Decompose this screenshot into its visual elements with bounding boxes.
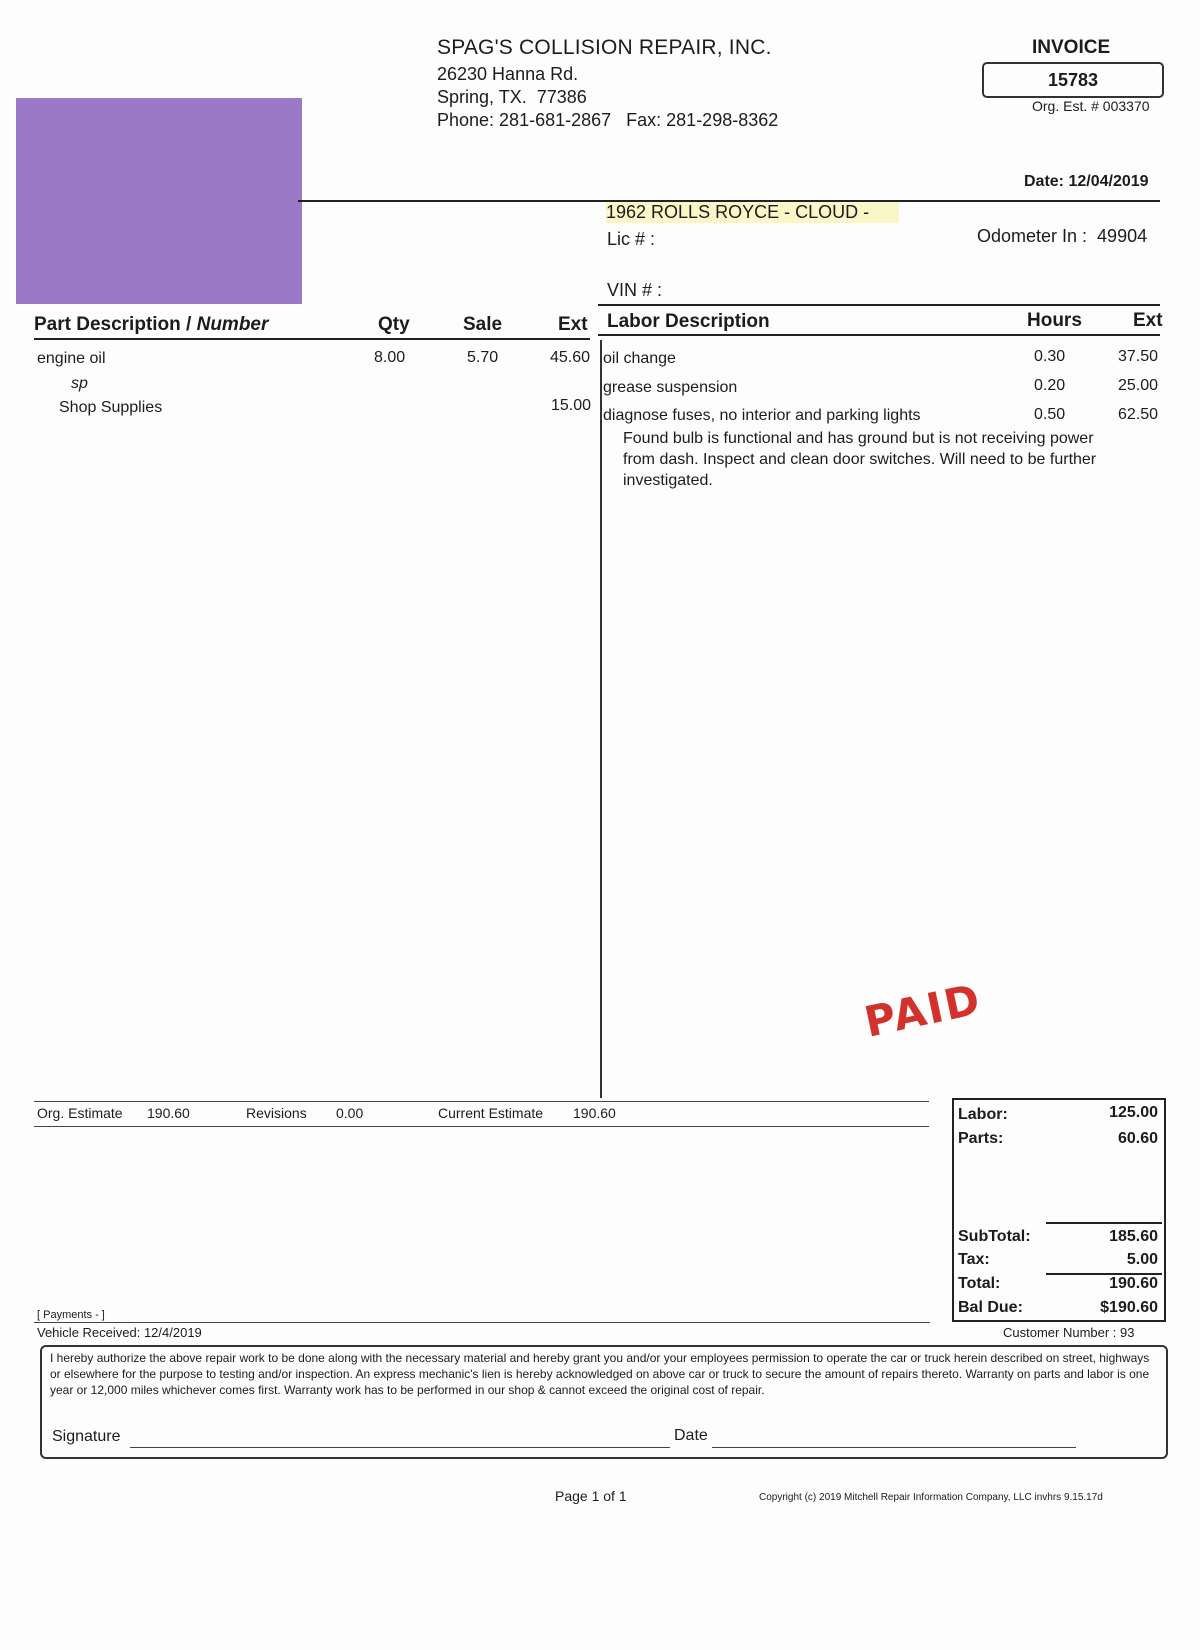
copyright: Copyright (c) 2019 Mitchell Repair Information Company, LLC invhrs 9.15.17d — [759, 1492, 1103, 1503]
customer-number: Customer Number : 93 — [1003, 1325, 1135, 1340]
page-number: Page 1 of 1 — [555, 1488, 627, 1504]
vehicle-description: 1962 ROLLS ROYCE - CLOUD - — [606, 202, 899, 223]
shop-city: Spring, TX. 77386 — [437, 87, 587, 107]
org-estimate-value: 190.60 — [147, 1105, 190, 1121]
odometer: Odometer In : 49904 — [977, 226, 1148, 246]
total-value: 190.60 — [1109, 1275, 1158, 1292]
subtotal-label: SubTotal: — [958, 1228, 1031, 1245]
labor-row-2-desc: grease suspension — [603, 379, 738, 396]
labor-row-3-ext: 62.50 — [1118, 406, 1159, 423]
column-divider — [600, 340, 602, 1098]
labor-row-1-hours: 0.30 — [1034, 348, 1066, 365]
part-row-1-ext: 45.60 — [550, 349, 591, 366]
date-line — [712, 1447, 1076, 1448]
labor-header-top-line — [598, 304, 1160, 306]
revisions-value: 0.00 — [336, 1105, 364, 1121]
labor-note-line-1: Found bulb is functional and has ground but is not receiving power — [623, 430, 1094, 447]
labor-total-label: Labor: — [958, 1106, 1008, 1123]
signature-label: Signature — [52, 1428, 121, 1445]
part-row-1-sale: 5.70 — [467, 349, 499, 366]
shop-name: SPAG'S COLLISION REPAIR, INC. — [437, 36, 772, 59]
parts-header-ext: Ext — [558, 314, 588, 335]
part-row-1-desc: engine oil — [37, 350, 106, 367]
vin-label: VIN # : — [607, 280, 663, 300]
total-label: Total: — [958, 1275, 1001, 1292]
labor-note-line-3: investigated. — [623, 472, 713, 489]
estimate-top-line — [34, 1101, 929, 1102]
parts-header-sale: Sale — [463, 314, 503, 335]
labor-header-description: Labor Description — [607, 311, 770, 332]
parts-header-qty: Qty — [378, 314, 410, 335]
authorization-text: I hereby authorize the above repair work to be done along with the necessary material and hereby grant you and/or your employees permission to operate the car or truck herein described on street, highways or elsewhere for the purpose to testing and/or inspection. An express mechanic's lien is hereby acknowledged on above car or truck to secure the amount of repairs thereto. Warranty on parts and labor is one year or 12,000 miles whichever comes first. Warranty work has to be performed in our shop & cannot exceed the original cost of repair. — [50, 1351, 1150, 1397]
parts-header-description: Part Description / Number — [34, 314, 269, 335]
parts-total-value: 60.60 — [1117, 1130, 1158, 1147]
tax-value: 5.00 — [1126, 1251, 1158, 1268]
labor-header-ext: Ext — [1133, 310, 1163, 331]
date-label: Date — [674, 1427, 708, 1444]
part-row-3-ext: 15.00 — [551, 397, 592, 414]
balance-due-label: Bal Due: — [958, 1299, 1023, 1316]
invoice-date: Date: 12/04/2019 — [1024, 173, 1149, 190]
balance-due-value: $190.60 — [1100, 1299, 1158, 1316]
shop-address: 26230 Hanna Rd. — [437, 64, 579, 84]
labor-note-line-2: from dash. Inspect and clean door switches. Will need to be further — [623, 451, 1097, 468]
invoice-number: 15783 — [982, 62, 1164, 98]
part-row-2-desc: sp — [71, 375, 88, 392]
labor-row-1-desc: oil change — [603, 350, 676, 367]
org-estimate-number: Org. Est. # 003370 — [1032, 98, 1150, 114]
current-estimate-label: Current Estimate — [438, 1105, 544, 1121]
vehicle-received: Vehicle Received: 12/4/2019 — [37, 1325, 202, 1340]
current-estimate-value: 190.60 — [573, 1105, 616, 1121]
labor-row-1-ext: 37.50 — [1118, 348, 1159, 365]
part-row-3-desc: Shop Supplies — [59, 399, 163, 416]
subtotal-line — [1046, 1222, 1162, 1224]
labor-header-hours: Hours — [1027, 310, 1082, 331]
paid-stamp: PAID — [860, 974, 986, 1047]
shop-phone: Phone: 281-681-2867 Fax: 281-298-8362 — [437, 110, 779, 130]
estimate-bottom-line — [34, 1126, 929, 1127]
invoice-title: INVOICE — [1032, 37, 1111, 58]
tax-label: Tax: — [958, 1251, 990, 1268]
labor-total-value: 125.00 — [1109, 1104, 1158, 1121]
labor-header-underline — [598, 334, 1160, 336]
subtotal-value: 185.60 — [1109, 1228, 1158, 1245]
part-row-1-qty: 8.00 — [374, 349, 406, 366]
labor-row-3-hours: 0.50 — [1034, 406, 1066, 423]
labor-row-2-hours: 0.20 — [1034, 377, 1066, 394]
labor-row-3-desc: diagnose fuses, no interior and parking lights — [603, 407, 921, 424]
license-label: Lic # : — [607, 229, 656, 249]
org-estimate-label: Org. Estimate — [37, 1105, 123, 1121]
redaction-block — [16, 98, 302, 304]
payments-line — [34, 1322, 930, 1323]
parts-total-label: Parts: — [958, 1130, 1004, 1147]
payments-label: [ Payments - ] — [37, 1309, 105, 1321]
parts-header-underline — [34, 338, 590, 340]
labor-row-2-ext: 25.00 — [1118, 377, 1159, 394]
revisions-label: Revisions — [246, 1105, 307, 1121]
signature-line — [130, 1447, 670, 1448]
